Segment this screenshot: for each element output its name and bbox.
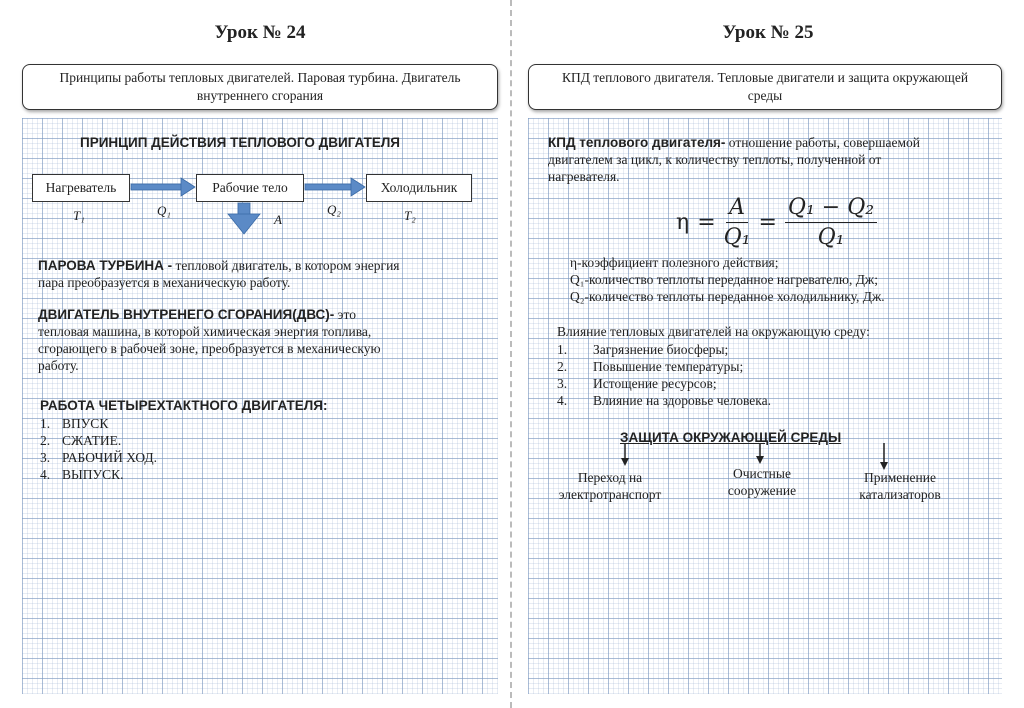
cooler-label: Холодильник	[380, 180, 458, 195]
working-body-label: Рабочие тело	[212, 180, 288, 195]
label-a: A	[274, 212, 282, 227]
measure-line: электротранспорт	[558, 487, 662, 502]
arrow-down-icon	[756, 443, 764, 464]
principle-heading: ПРИНЦИП ДЕЙСТВИЯ ТЕПЛОВОГО ДВИГАТЕЛЯ	[80, 135, 401, 150]
label-q1: Q₁	[157, 203, 171, 218]
impact-heading: Влияние тепловых двигателей на окружающую среду:	[557, 324, 870, 339]
four-stroke-heading: РАБОТА ЧЕТЫРЕХТАКТНОГО ДВИГАТЕЛЯ:	[40, 398, 328, 413]
list-num: 1.	[557, 342, 568, 357]
list-text: СЖАТИЕ.	[62, 433, 122, 448]
steam-turbine-term: ПАРОВА ТУРБИНА -	[38, 258, 173, 273]
lesson-24-topic: Принципы работы тепловых двигателей. Паровая турбина. Двигатель внутреннего сгорания	[59, 70, 461, 103]
formula-eta: η	[676, 209, 690, 235]
protection-heading: ЗАЩИТА ОКРУЖАЮЩЕЙ СРЕДЫ	[620, 430, 842, 445]
list-num: 2.	[40, 433, 51, 448]
steam-turbine-def-2: пара преобразуется в механическую работу.	[38, 275, 291, 290]
formula-equals-1: =	[697, 209, 716, 235]
lesson-25-topic: КПД теплового двигателя. Тепловые двигатели и защита окружающей среды	[561, 70, 969, 103]
arrow-down-icon	[880, 443, 888, 470]
efficiency-def-1: отношение работы, совершаемой	[728, 135, 921, 150]
ice-term: ДВИГАТЕЛЬ ВНУТРЕНЕГО СГОРАНИЯ(ДВС)-	[38, 307, 335, 322]
legend-eta: η-коэффициент полезного действия;	[570, 255, 779, 270]
list-num: 3.	[557, 376, 568, 391]
legend-q1: Q₁-количество теплоты переданное нагревателю, Дж;	[570, 272, 879, 287]
label-t2: T₂	[404, 208, 416, 223]
measure-treatment-facilities	[700, 465, 824, 499]
efficiency-term: КПД теплового двигателя-	[548, 135, 726, 150]
ice-def-1: это	[337, 307, 356, 322]
measure-line: сооружение	[727, 483, 797, 498]
ice-def-3: сгорающего в рабочей зоне, преобразуется в механическую	[38, 341, 381, 356]
legend-q2: Q₂-количество теплоты переданное холодильнику, Дж.	[570, 289, 885, 304]
measure-line: Применение	[864, 470, 936, 485]
label-t1: T₁	[73, 208, 85, 223]
formula-num-1: A	[726, 195, 748, 223]
measure-line: катализаторов	[859, 487, 941, 502]
arrow-down-icon	[621, 443, 629, 466]
lesson-25-title: Урок № 25	[722, 22, 814, 43]
ice-def-2: тепловая машина, в которой химическая энергия топлива,	[38, 324, 372, 339]
list-text: Влияние на здоровье человека.	[593, 393, 771, 408]
heater-label: Нагреватель	[45, 180, 117, 195]
list-num: 2.	[557, 359, 568, 374]
ice-def-4: работу.	[38, 358, 79, 373]
lesson-24-title: Урок № 24	[214, 22, 306, 43]
formula-den-2: Q₁	[817, 224, 845, 250]
measure-electric-transport	[540, 469, 680, 503]
list-num: 4.	[40, 467, 51, 482]
list-num: 3.	[40, 450, 51, 465]
list-num: 1.	[40, 416, 51, 431]
measure-catalysts	[836, 469, 964, 503]
list-text: РАБОЧИЙ ХОД.	[62, 450, 157, 465]
measure-line: Переход на	[577, 470, 643, 485]
formula-den-1: Q₁	[723, 224, 751, 250]
steam-turbine-def-1: тепловой двигатель, в котором энергия	[175, 258, 400, 273]
list-num: 4.	[557, 393, 568, 408]
label-q2: Q₂	[327, 202, 341, 217]
formula-equals-2: =	[758, 209, 777, 235]
formula-num-2: Q₁ − Q₂	[785, 195, 877, 223]
list-text: ВПУСК	[62, 416, 109, 431]
list-text: Истощение ресурсов;	[593, 376, 717, 391]
measure-line: Очистные	[733, 466, 791, 481]
efficiency-def-2: двигателем за цикл, к количеству теплоты, полученной от	[548, 152, 882, 167]
efficiency-def-3: нагревателя.	[548, 169, 620, 184]
list-text: Загрязнение биосферы;	[593, 342, 729, 357]
list-text: Повышение температуры;	[593, 359, 744, 374]
list-text: ВЫПУСК.	[62, 467, 124, 482]
